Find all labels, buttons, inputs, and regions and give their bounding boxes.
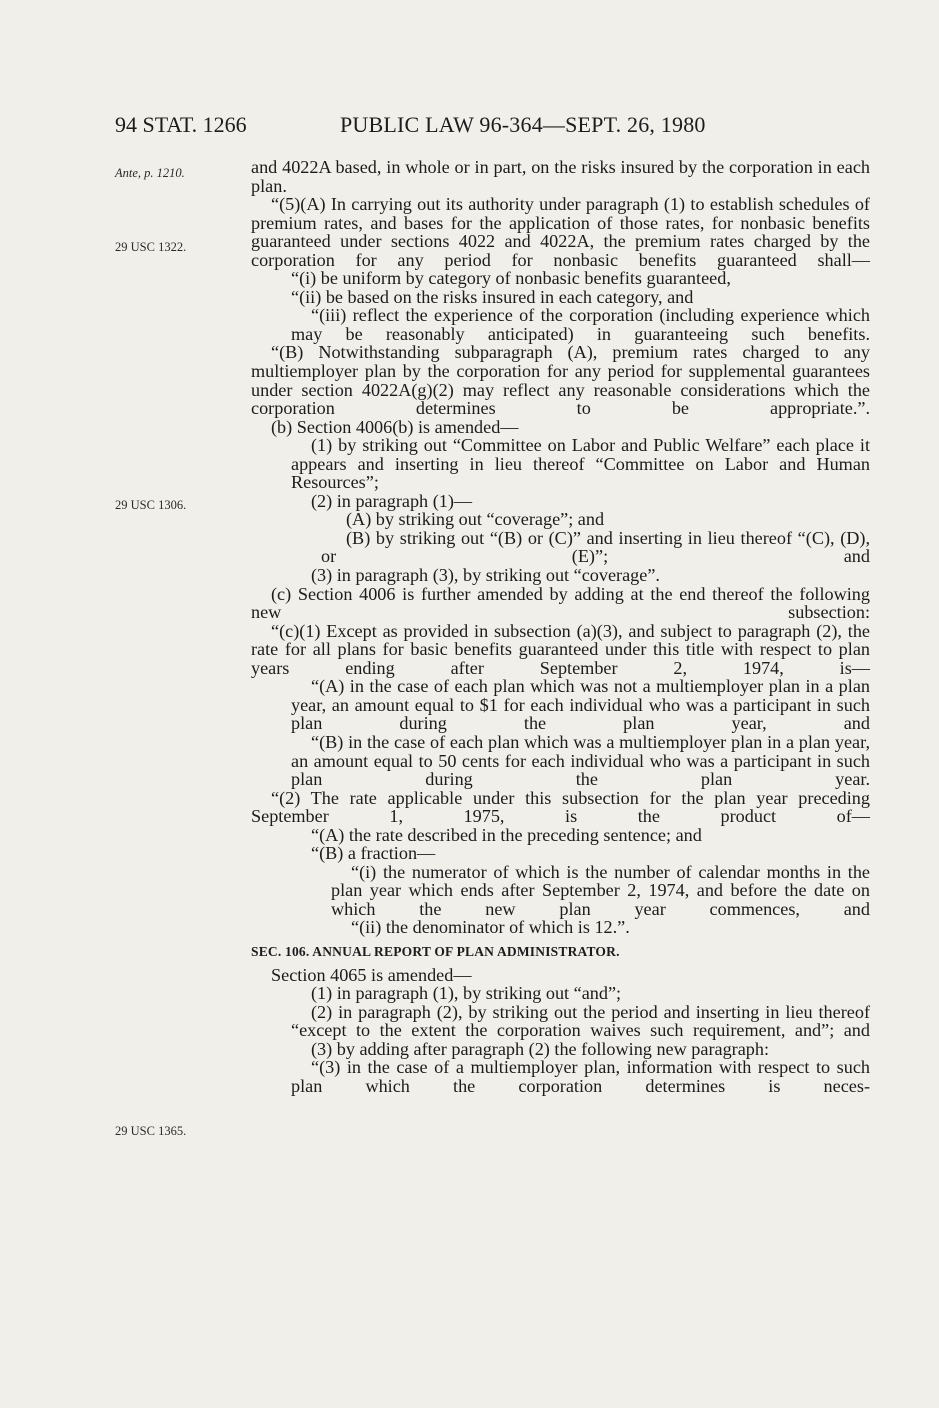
- margin-note-29-usc-1365: 29 USC 1365.: [115, 1124, 187, 1138]
- paragraph: “(ii) be based on the risks insured in each category, and: [291, 286, 694, 307]
- section-heading: SEC. 106. ANNUAL REPORT OF PLAN ADMINISTRATOR.: [251, 943, 620, 959]
- paragraph: (B) by striking out “(B) or (C)” and inserting in lieu thereof “(C), (D), or (E)”; and: [321, 527, 870, 567]
- margin-note-ante: Ante, p. 1210.: [115, 166, 185, 180]
- paragraph: (3) by adding after paragraph (2) the following new paragraph:: [311, 1038, 770, 1059]
- statute-body: [251, 158, 870, 1095]
- paragraph: (3) in paragraph (3), by striking out “coverage”.: [311, 565, 660, 586]
- page-header: [115, 112, 875, 142]
- paragraph: Section 4065 is amended—: [271, 964, 472, 985]
- public-law-title: PUBLIC LAW 96-364—SEPT. 26, 1980: [340, 112, 706, 137]
- paragraph: “(B) in the case of each plan which was a multiemployer plan in a plan year, an amount equal to 50 cents for each individual who was a participant in such plan during the plan year.: [291, 731, 870, 790]
- paragraph: “(3) in the case of a multiemployer plan, information with respect to such plan which the corporation determines is neces-: [291, 1057, 870, 1096]
- paragraph: “(A) the rate described in the preceding sentence; and: [311, 824, 702, 845]
- paragraph: (2) in paragraph (2), by striking out the period and inserting in lieu thereof “except to the extent the corporation waives such requirement, and”; and: [291, 1001, 870, 1041]
- paragraph: “(5)(A) In carrying out its authority under paragraph (1) to establish schedules of premium rates, and bases for the application of those rates, for nonbasic benefits guaranteed under sections 4022 and 4022A, the premium rates charged by the corporation for any period for nonbasic benefits guaranteed shall—: [251, 194, 870, 270]
- margin-note-29-usc-1306: 29 USC 1306.: [115, 498, 187, 512]
- paragraph: (1) by striking out “Committee on Labor and Public Welfare” each place it appears and inserting in lieu thereof “Committee on Labor and Human Resources”;: [291, 435, 870, 493]
- paragraph: “(ii) the denominator of which is 12.”.: [351, 917, 630, 938]
- paragraph: “(A) in the case of each plan which was not a multiemployer plan in a plan year, an amount equal to $1 for each individual who was a participant in such plan during the plan year, and: [291, 676, 870, 734]
- paragraph: “(i) be uniform by category of nonbasic benefits guaranteed,: [291, 268, 731, 289]
- paragraph: (1) in paragraph (1), by striking out “and”;: [311, 983, 622, 1004]
- paragraph: “(iii) reflect the experience of the corporation (including experience which may be reasonably anticipated) in guaranteeing such benefits.: [291, 305, 870, 344]
- paragraph: (c) Section 4006 is further amended by adding at the end thereof the following new subsection:: [251, 583, 870, 623]
- paragraph: (2) in paragraph (1)—: [311, 490, 473, 511]
- paragraph: and 4022A based, in whole or in part, on the risks insured by the corporation in each plan.: [251, 157, 870, 196]
- paragraph: (A) by striking out “coverage”; and: [346, 509, 605, 530]
- paragraph: “(2) The rate applicable under this subsection for the plan year preceding September 1, 1975, is the product of—: [251, 787, 870, 827]
- paragraph: “(B) a fraction—: [311, 843, 436, 864]
- statute-page-number: 94 STAT. 1266: [115, 112, 247, 137]
- paragraph: “(i) the numerator of which is the number of calendar months in the plan year which ends after September 2, 1974, and before the date on which the new plan year commences, and: [331, 861, 870, 919]
- paragraph: “(B) Notwithstanding subparagraph (A), premium rates charged to any multiemployer plan by the corporation for any period for supplemental guarantees under section 4022A(g)(2) may reflect any reasonable considerations which the corporation determines to be appropriate.”.: [251, 342, 870, 419]
- paragraph: “(c)(1) Except as provided in subsection (a)(3), and subject to paragraph (2), the rate for all plans for basic benefits guaranteed under this title with respect to plan years ending after September 2, 1974, is—: [251, 620, 870, 678]
- paragraph: (b) Section 4006(b) is amended—: [271, 416, 519, 437]
- margin-note-29-usc-1322: 29 USC 1322.: [115, 240, 187, 254]
